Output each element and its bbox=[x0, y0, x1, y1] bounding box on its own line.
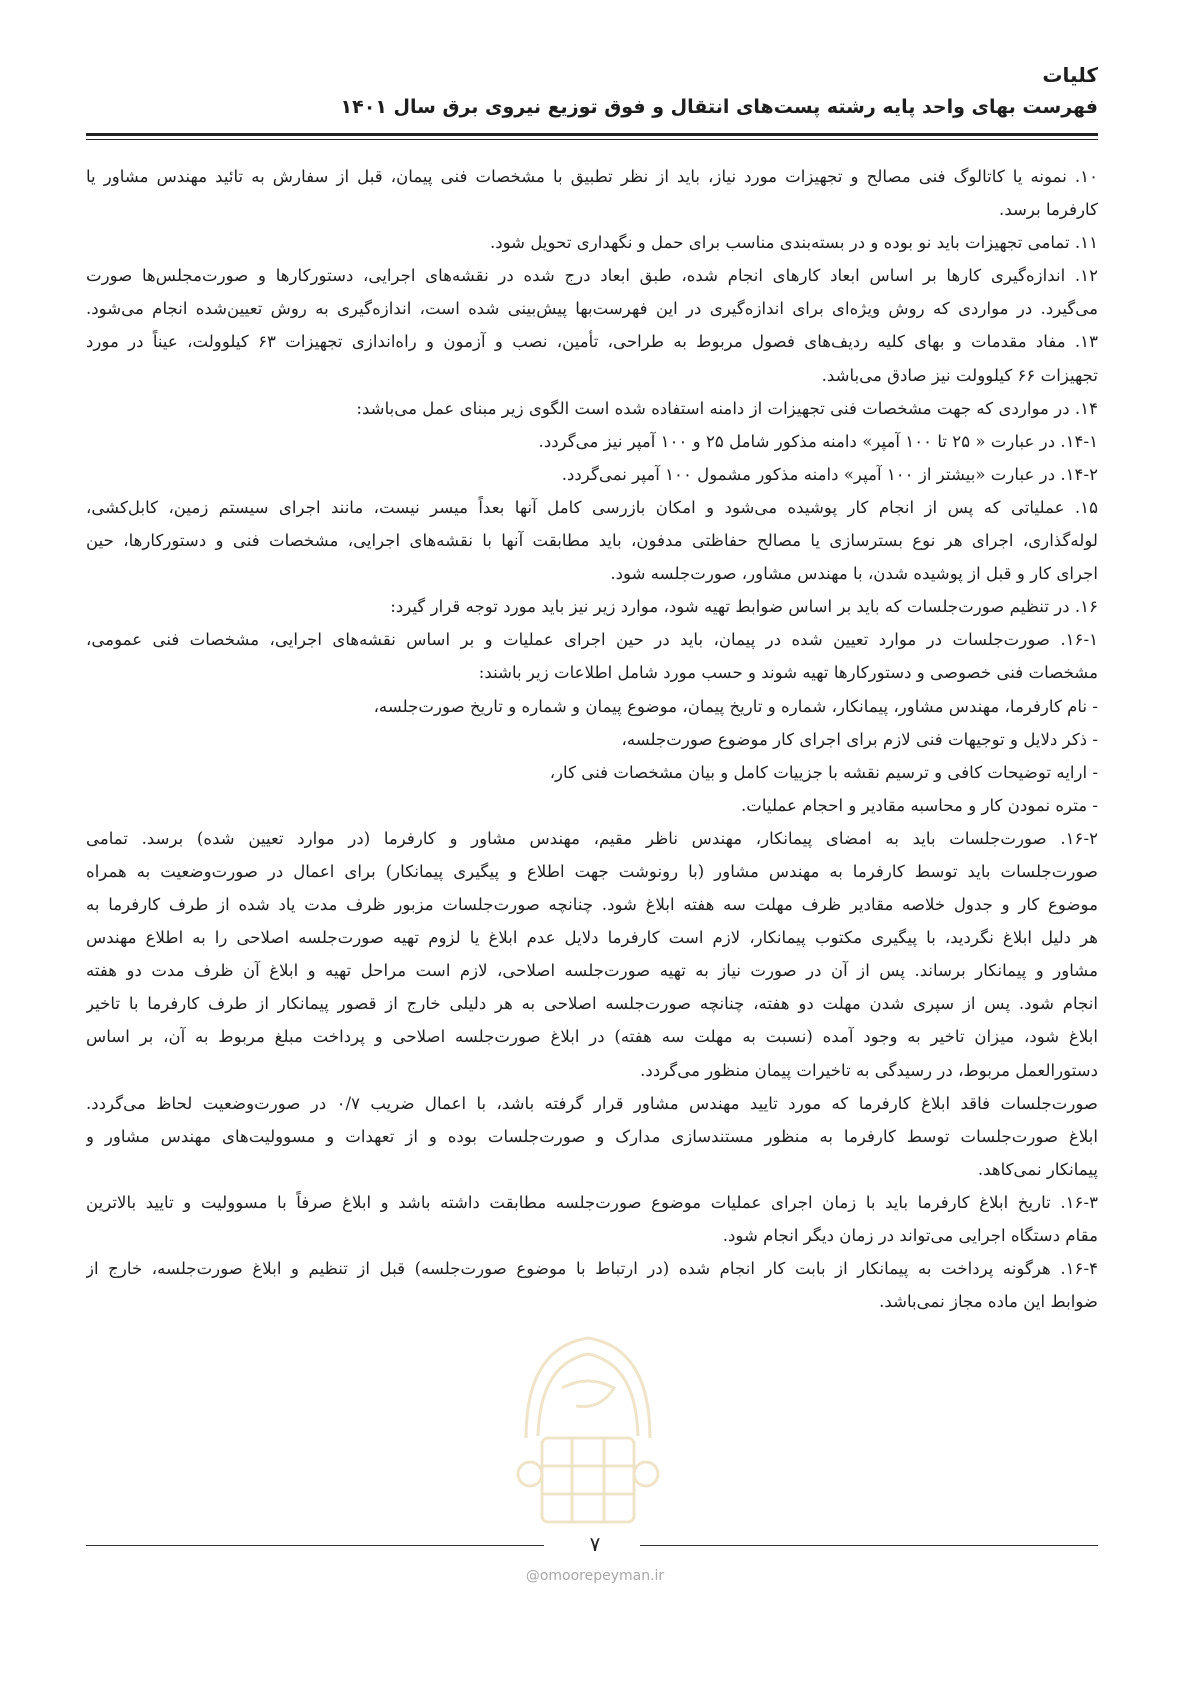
text-line: می‌گیرد. در مواردی که روش ویژه‌ای برای اندازه‌گیری در این فهرست‌بها پیش‌بینی شده است، اندازه‌گیری به روش تعیین‌شده انجام می‌شود. bbox=[86, 299, 1098, 319]
document-title: فهرست بهای واحد پایه رشته پست‌های انتقال و فوق توزیع نیروی برق سال ۱۴۰۱ bbox=[340, 96, 1098, 118]
text-line: ۱۶. در تنظیم صورت‌جلسات که باید بر اساس ضوابط تهیه شود، موارد زیر نیز باید مورد توجه قرار گیرد: bbox=[390, 597, 1098, 617]
text-line: ۱۶-۴. هرگونه پرداخت به پیمانکار از بابت کار انجام شده (در ارتباط با موضوع صورت‌جلسه) قبل از تنظیم و ابلاغ صورت‌جلسه، خارج از bbox=[86, 1259, 1098, 1279]
text-line: ۱۱. تمامی تجهیزات باید نو بوده و در بسته‌بندی مناسب برای حمل و نگهداری تحویل شود. bbox=[489, 233, 1098, 253]
header-divider-thick bbox=[86, 133, 1098, 136]
text-line: ۱۲. اندازه‌گیری کارها بر اساس ابعاد کارهای انجام شده، طبق ابعاد درج شده در نقشه‌های اجرایی، دستورکارها و صورت‌مجلس‌ها صورت bbox=[86, 266, 1098, 286]
text-line: ۱۳. مفاد مقدمات و بهای کلیه ردیف‌های فصول مربوط به طراحی، تأمین، نصب و آزمون و راه‌اندازی تجهیزات ۶۳ کیلوولت، عیناً در مورد bbox=[86, 332, 1098, 352]
text-line: ۱۶-۱. صورت‌جلسات در موارد تعیین شده در پیمان، باید در حین اجرای عملیات و بر اساس نقشه‌های اجرایی، مشخصات فنی عمومی، bbox=[86, 630, 1098, 650]
text-line: ۱۶-۲. صورت‌جلسات باید به امضای پیمانکار، مهندس ناظر مقیم، مهندس مشاور و کارفرما (در موارد تعیین شده) برسد. تمامی bbox=[86, 828, 1098, 848]
text-line: ۱۵. عملیاتی که پس از انجام کار پوشیده می‌شود و امکان بازرسی کامل آنها بعداً میسر نیست، مانند اجرای سیستم زمین، کابل‌کشی، bbox=[86, 497, 1098, 517]
text-line: ۱۴. در مواردی که جهت مشخصات فنی تجهیزات از دامنه استفاده شده است الگوی زیر مبنای عمل می‌باشد: bbox=[356, 398, 1098, 418]
text-line: ۱۴-۲. در عبارت «بیشتر از ۱۰۰ آمپر» دامنه مذکور مشمول ۱۰۰ آمپر نمی‌گردد. bbox=[561, 464, 1098, 484]
body-text bbox=[86, 160, 1098, 1318]
text-line: صورت‌جلسات فاقد ابلاغ کارفرما که مورد تایید مهندس مشاور قرار گرفته باشد، با اعمال ضریب ۰/۷ در صورت‌وضعیت لحاظ می‌گردد. bbox=[86, 1093, 1098, 1113]
text-line: مشخصات فنی خصوصی و دستورکارها تهیه شوند و حسب مورد شامل اطلاعات زیر باشند: bbox=[478, 663, 1098, 683]
text-line: تجهیزات ۶۶ کیلوولت نیز صادق می‌باشد. bbox=[821, 365, 1098, 385]
footer-divider-right bbox=[640, 1545, 1098, 1546]
text-line: - نام کارفرما، مهندس مشاور، پیمانکار، شماره و تاریخ پیمان، موضوع پیمان و شماره و تاریخ صورت‌جلسه، bbox=[373, 696, 1098, 716]
logo-watermark-icon bbox=[506, 1318, 670, 1538]
section-title: کلیات bbox=[1042, 63, 1098, 87]
text-line: اجرای کار و قبل از پوشیده شدن، با مهندس مشاور، صورت‌جلسه شود. bbox=[610, 564, 1098, 584]
text-line: ابلاغ صورت‌جلسات توسط کارفرما به منظور مستندسازی مدارک و صورت‌جلسات بوده و از تعهدات و مسوولیت‌های مهندس مشاور و bbox=[86, 1126, 1098, 1146]
text-line: - متره نمودن کار و محاسبه مقادیر و احجام عملیات. bbox=[740, 795, 1098, 815]
text-line: ابلاغ شود، میزان تاخیر به وجود آمده (نسبت به مهلت سه هفته) در ابلاغ صورت‌جلسه اصلاحی و پرداخت مبلغ مربوط به آن، بر اساس bbox=[86, 1027, 1098, 1047]
page-number: ۷ bbox=[589, 1532, 601, 1556]
text-line: - ارایه توضیحات کافی و ترسیم نقشه با جزییات کامل و بیان مشخصات فنی کار، bbox=[549, 762, 1098, 782]
text-line: ۱۰. نمونه یا کاتالوگ فنی مصالح و تجهیزات مورد نیاز، باید از نظر تطبیق با مشخصات فنی پیمان، قبل از سفارش به تائید مهندس مشاور یا bbox=[86, 167, 1098, 186]
text-line: مقام دستگاه اجرایی می‌تواند در زمان دیگر انجام شود. bbox=[722, 1226, 1098, 1245]
text-line: ۱۴-۱. در عبارت « ۲۵ تا ۱۰۰ آمپر» دامنه مذکور شامل ۲۵ و ۱۰۰ آمپر نیز می‌گردد. bbox=[538, 431, 1098, 451]
text-line: ۱۶-۳. تاریخ ابلاغ کارفرما باید با زمان اجرای عملیات موضوع صورت‌جلسه مطابقت داشته باشد و ابلاغ صرفاً با مسوولیت و تایید بالاترین bbox=[86, 1192, 1098, 1212]
text-line: دستورالعمل مربوط، در رسیدگی به تاخیرات پیمان منظور می‌گردد. bbox=[640, 1060, 1098, 1080]
text-line: ضوابط این ماده مجاز نمی‌باشد. bbox=[879, 1292, 1098, 1312]
header-divider-thin bbox=[86, 139, 1098, 140]
footer-divider-left bbox=[86, 1545, 544, 1546]
text-line: پیمانکار نمی‌کاهد. bbox=[977, 1159, 1098, 1179]
website-watermark: @omoorepeyman.ir bbox=[525, 1568, 665, 1584]
text-line: موضوع کار و جدول خلاصه مقادیر ظرف مهلت سه هفته ابلاغ شود. چنانچه صورت‌جلسات مزبور ظرف مدت یاد شده از طرف کارفرما به bbox=[86, 895, 1098, 915]
text-line: لوله‌گذاری، اجرای هر نوع بسترسازی یا مصالح حفاظتی مدفون، باید مطابقت آنها با نقشه‌های اجرایی، مشخصات فنی و دستورکارها، حین bbox=[86, 531, 1098, 551]
text-line: صورت‌جلسات باید توسط کارفرما به مهندس مشاور (با رونوشت جهت اطلاع و پیگیری پیمانکار) برای اعمال در صورت‌وضعیت به همراه bbox=[86, 861, 1098, 881]
text-line: - ذکر دلایل و توجیهات فنی لازم برای اجرای کار موضوع صورت‌جلسه، bbox=[621, 729, 1098, 749]
page-header bbox=[86, 60, 1098, 122]
text-line: کارفرما برسد. bbox=[999, 200, 1098, 220]
text-line: هر دلیل ابلاغ نگردید، با پیگیری مکتوب پیمانکار، لازم است کارفرما دلایل عدم ابلاغ یا لزوم تهیه صورت‌جلسه اصلاحی را به اطلاع مهندس bbox=[86, 928, 1098, 948]
text-line: مشاور و پیمانکار برساند. پس از آن در صورت نیاز به تهیه صورت‌جلسه اصلاحی، لازم است مراحل تهیه و ابلاغ آن ظرف مدت دو هفته bbox=[86, 961, 1098, 981]
text-line: انجام شود. پس از سپری شدن مهلت دو هفته، چنانچه صورت‌جلسه اصلاحی به هر دلیلی خارج از قصور پیمانکار از طرف کارفرما با تاخیر bbox=[86, 994, 1098, 1014]
